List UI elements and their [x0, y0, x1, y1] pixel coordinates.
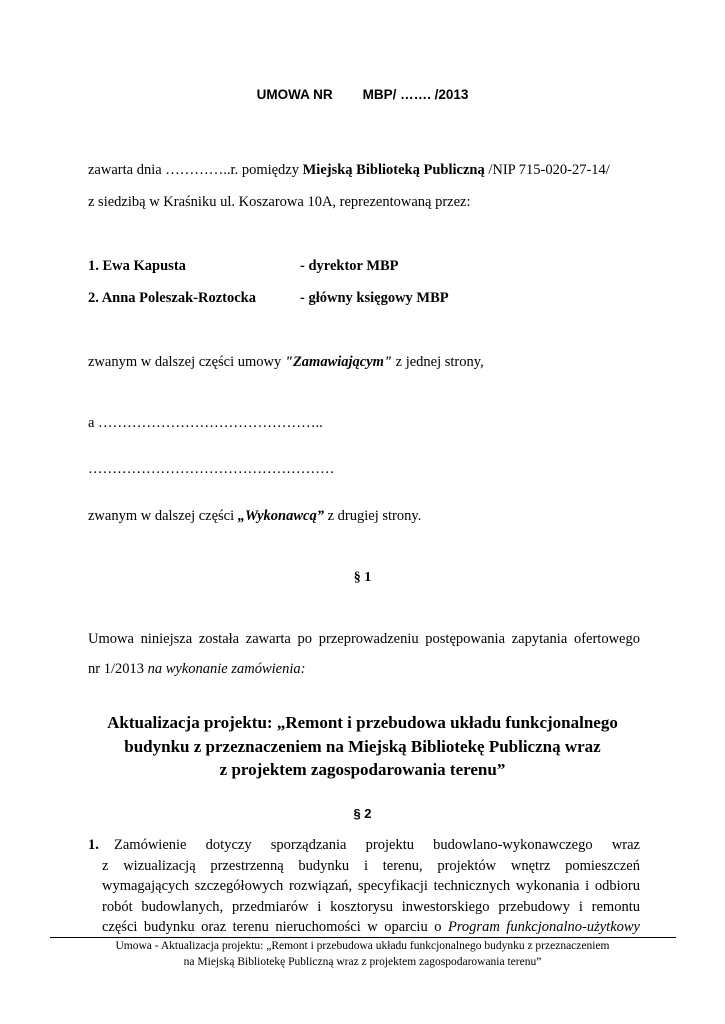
footer-line-1: Umowa - Aktualizacja projektu: „Remont i przebudowa układu funkcjonalnego budynku z przeznaczeniem: [115, 940, 610, 952]
client-term: "Zamawiającym": [284, 354, 393, 370]
project-title-line-1: Aktualizacja projektu: „Remont i przebudowa układu funkcjonalnego: [107, 713, 618, 732]
section-1-mark: § 1: [353, 570, 372, 585]
contractor-term: „Wykonawcą”: [237, 508, 324, 524]
item-line-2: z wizualizacją przestrzenną budynku i terenu, projektów wnętrz pomieszczeń: [102, 857, 640, 874]
contractor-line-1: a ………………………………………..: [88, 415, 323, 431]
contract-label: UMOWA NR: [256, 87, 333, 102]
representative-role-1: - dyrektor MBP: [300, 258, 399, 274]
intro-line-1: zawarta dnia …………..r. pomiędzy Miejską Biblioteką Publiczną /NIP 715-020-27-14/: [88, 162, 610, 178]
client-clause: zwanym w dalszej części umowy "Zamawiającym" z jednej strony,: [88, 354, 484, 370]
section-1-line-1: Umowa niniejsza została zawarta po przeprowadzeniu postępowania zapytania ofertowego: [88, 631, 640, 647]
project-title-line-2: budynku z przeznaczeniem na Miejską Bibliotekę Publiczną wraz: [124, 737, 601, 756]
page-footer: [0, 938, 725, 970]
intro-line-2: z siedzibą w Kraśniku ul. Koszarowa 10A, reprezentowaną przez:: [88, 194, 471, 210]
representative-role-2: - główny księgowy MBP: [300, 290, 449, 306]
party-name: Miejską Biblioteką Publiczną: [302, 162, 485, 178]
contract-number: MBP/ ……. /2013: [362, 87, 469, 102]
item-line-5: części budynku oraz terenu nieruchomości w oparciu o Program funkcjonalno-użytkowy: [102, 919, 640, 935]
section-2-item-1: [88, 835, 640, 938]
representative-name-1: 1. Ewa Kapusta: [88, 258, 186, 274]
item-line-1: 1. Zamówienie dotyczy sporządzania projektu budowlano-wykonawczego wraz: [88, 835, 640, 856]
footer-line-2: na Miejską Bibliotekę Publiczną wraz z projektem zagospodarowania terenu”: [183, 956, 542, 968]
section-2-mark: § 2: [353, 806, 372, 821]
contractor-clause: zwanym w dalszej części „Wykonawcą” z drugiej strony.: [88, 508, 422, 524]
item-line-4: robót budowlanych, przedmiarów i kosztorysu inwestorskiego przebudowy i remontu: [102, 898, 640, 915]
contract-title: [0, 87, 725, 102]
item-number: 1.: [88, 837, 99, 853]
item-line-3: wymagających szczegółowych rozwiązań, specyfikacji technicznych wykonania i odbioru: [102, 878, 640, 894]
contractor-line-2: ……………………………………………: [88, 461, 335, 477]
representative-name-2: 2. Anna Poleszak-Roztocka: [88, 290, 256, 306]
project-title-line-3: z projektem zagospodarowania terenu”: [219, 760, 506, 779]
section-1-line-2: nr 1/2013 na wykonanie zamówienia:: [88, 661, 306, 677]
